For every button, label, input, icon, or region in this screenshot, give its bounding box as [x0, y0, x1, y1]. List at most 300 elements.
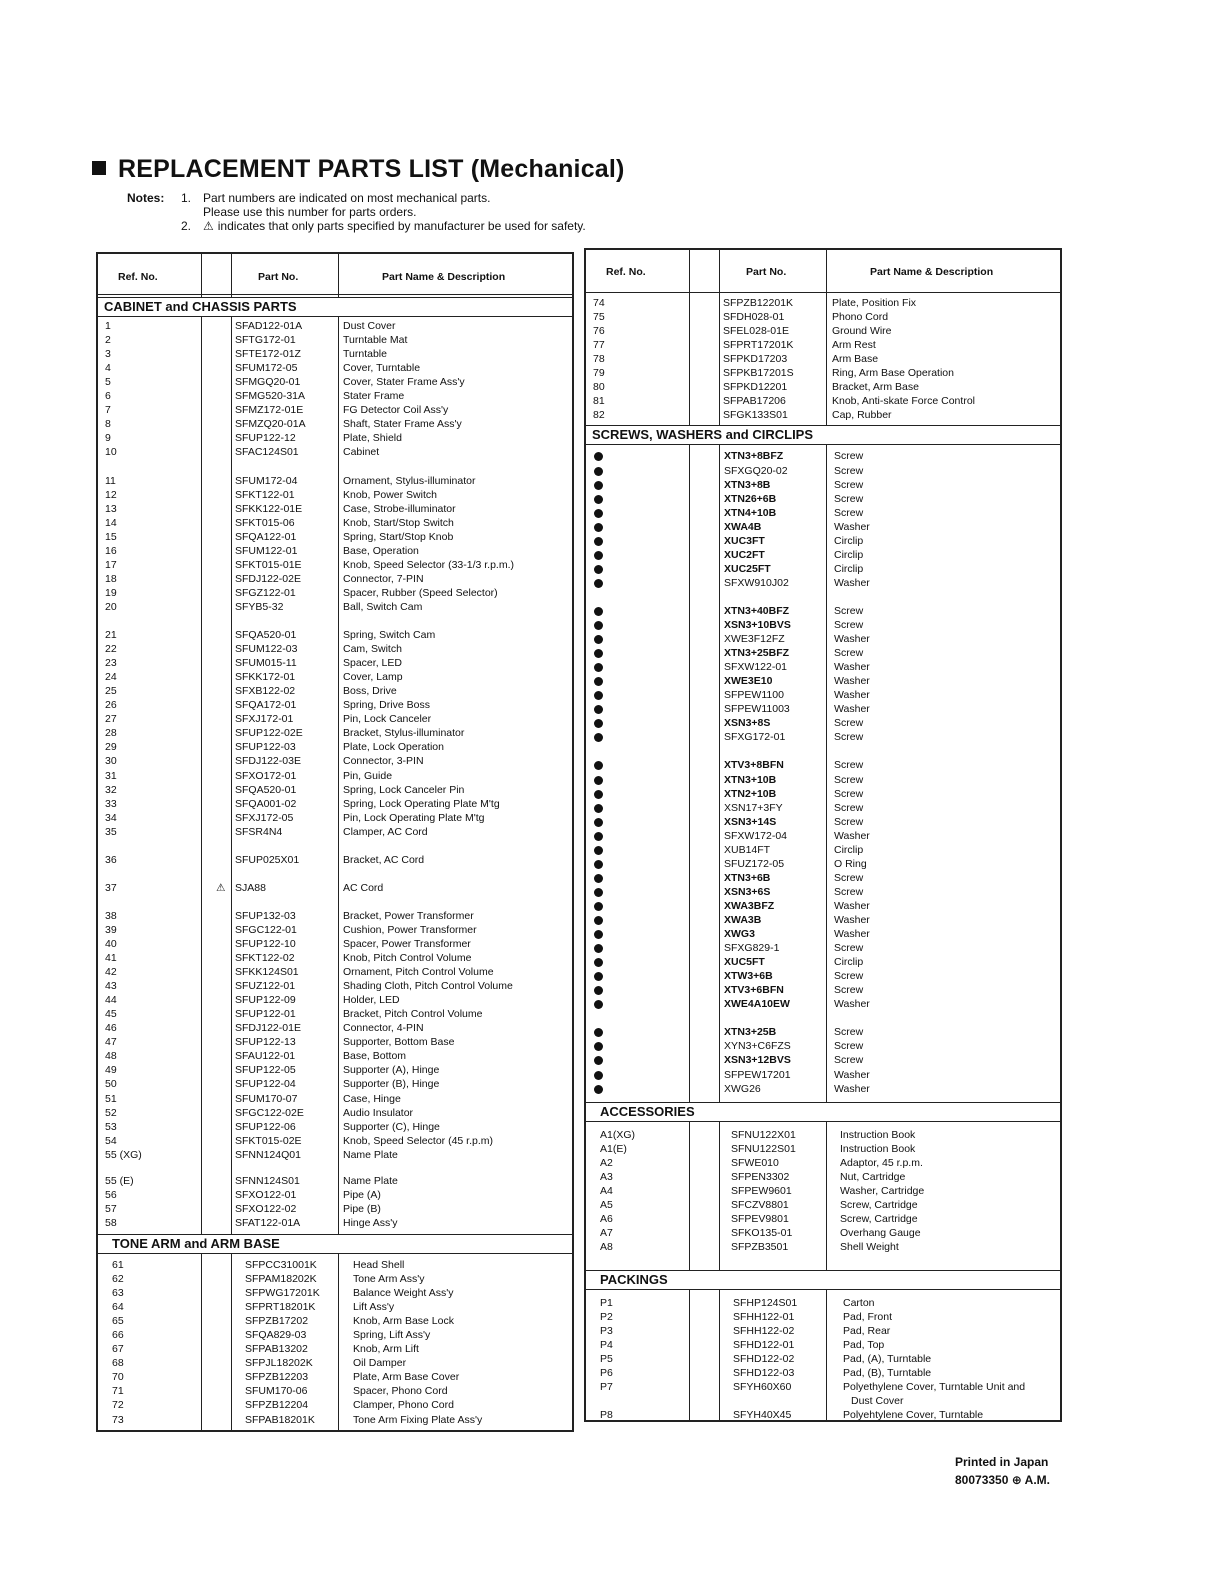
table-row — [586, 646, 1060, 660]
table-row — [586, 1366, 1060, 1380]
part-no: XUC25FT — [724, 562, 771, 575]
part-description: Pipe (A) — [343, 1188, 381, 1201]
part-no: XYN3+C6FZS — [724, 1040, 791, 1053]
ref-no: 78 — [593, 353, 605, 366]
part-description: Knob, Arm Base Lock — [353, 1315, 454, 1328]
ref-no: 54 — [105, 1134, 117, 1147]
section-packings: PACKINGS — [586, 1270, 1060, 1290]
part-no: SFYH60X60 — [733, 1381, 792, 1394]
part-description: Screw — [834, 1054, 864, 1067]
table-row — [586, 969, 1060, 983]
part-no: SFUM170-07 — [235, 1092, 298, 1105]
table-row — [98, 488, 572, 502]
part-description: Cover, Lamp — [343, 671, 403, 684]
notes-block — [127, 191, 586, 233]
part-no: SFPEW17201 — [724, 1068, 791, 1081]
part-description: Screw — [834, 871, 864, 884]
table-row — [98, 502, 572, 516]
part-description: Cover, Stater Frame Ass'y — [343, 376, 465, 389]
part-no: SFPKD17203 — [723, 353, 788, 366]
part-no: SFUP122-02E — [235, 727, 303, 740]
table-row — [98, 1413, 572, 1427]
bullet-dot-icon — [594, 860, 603, 869]
table-row — [98, 993, 572, 1007]
part-description: Spring, Lift Ass'y — [353, 1329, 431, 1342]
part-no: SFHD122-02 — [733, 1353, 795, 1366]
part-no: SFUM015-11 — [235, 657, 297, 670]
part-description: Ornament, Pitch Control Volume — [343, 966, 494, 979]
bullet-dot-icon — [594, 481, 603, 490]
part-no: XWE3E10 — [724, 675, 773, 688]
part-no: SFXO122-01 — [235, 1188, 297, 1201]
part-no: SFQA520-01 — [235, 629, 297, 641]
table-row — [98, 853, 572, 867]
ref-no: 6 — [105, 390, 111, 403]
table-row — [98, 375, 572, 389]
part-description: Clamper, AC Cord — [343, 825, 428, 838]
table-row — [586, 1198, 1060, 1212]
part-no: XTN2+10B — [724, 787, 777, 800]
left-parts-table — [96, 252, 574, 1432]
bullet-dot-icon — [594, 1028, 603, 1037]
section-tone-arm: TONE ARM and ARM BASE — [98, 1234, 572, 1254]
part-description: Screw — [834, 815, 864, 828]
part-no: SFAC124S01 — [235, 446, 299, 459]
part-description: Pad, (A), Turntable — [843, 1353, 932, 1366]
part-no: SFKT015-06 — [235, 516, 295, 529]
bullet-dot-icon — [594, 649, 603, 658]
ref-no: 71 — [112, 1385, 124, 1398]
part-no: SFUZ172-05 — [724, 857, 785, 870]
part-no: SFUP122-01 — [235, 1008, 296, 1021]
header-ref-no: Ref. No. — [606, 266, 646, 278]
table-row — [98, 600, 572, 614]
bullet-dot-icon — [594, 551, 603, 560]
part-no: SFDH028-01 — [723, 311, 785, 324]
table-row — [586, 604, 1060, 618]
part-no: XSN3+10BVS — [724, 619, 791, 631]
table-row — [586, 576, 1060, 590]
part-no: SFWE010 — [731, 1156, 779, 1169]
header-part-no: Part No. — [258, 271, 299, 283]
part-no: XWA3B — [724, 914, 762, 926]
part-description: Pad, Front — [843, 1311, 893, 1324]
table-row — [586, 688, 1060, 702]
ref-no: 76 — [593, 325, 605, 338]
part-description: Connector, 7-PIN — [343, 572, 424, 585]
bullet-dot-icon — [594, 958, 603, 967]
bullet-dot-icon — [594, 733, 603, 742]
part-description: Supporter (A), Hinge — [343, 1064, 440, 1077]
part-no: SFGK133S01 — [723, 409, 788, 422]
part-no: SFXW172-04 — [724, 829, 788, 842]
table-row — [586, 352, 1060, 366]
part-description: Base, Bottom — [343, 1050, 407, 1063]
part-no: SFXJ172-01 — [235, 713, 294, 726]
part-no: SJA88 — [235, 881, 266, 894]
bullet-dot-icon — [594, 930, 603, 939]
part-description: Balance Weight Ass'y — [353, 1287, 454, 1300]
part-no: SFKT015-01E — [235, 558, 302, 571]
part-no: SFUP122-10 — [235, 937, 296, 950]
ref-no: A2 — [600, 1156, 613, 1169]
part-description: Screw — [834, 506, 864, 519]
table-row — [98, 1092, 572, 1106]
table-row — [98, 1342, 572, 1356]
part-no: SFAU122-01 — [235, 1050, 296, 1063]
table-row — [98, 1356, 572, 1370]
part-no: SFGC122-02E — [235, 1106, 304, 1119]
table-row — [98, 1314, 572, 1328]
part-no: SFUM172-05 — [235, 362, 298, 375]
part-description: Screw — [834, 464, 864, 477]
bullet-dot-icon — [594, 902, 603, 911]
ref-no: 13 — [105, 502, 117, 515]
part-no: SFGZ122-01 — [235, 586, 296, 599]
part-description: Washer — [834, 689, 870, 702]
table-row — [586, 1352, 1060, 1366]
table-row — [98, 431, 572, 445]
footer — [955, 1453, 1050, 1489]
bullet-dot-icon — [594, 663, 603, 672]
part-no: SFPJL18202K — [245, 1357, 313, 1370]
ref-no: 51 — [105, 1092, 117, 1105]
part-no: SFPEW11003 — [724, 703, 790, 716]
notes-label: Notes: — [127, 191, 165, 205]
ref-no: 28 — [105, 727, 117, 740]
bullet-dot-icon — [594, 467, 603, 476]
table-row — [98, 937, 572, 951]
ref-no: 47 — [105, 1036, 117, 1049]
table-row — [98, 389, 572, 403]
part-description: Bracket, Pitch Control Volume — [343, 1008, 483, 1021]
part-description: Screw — [834, 787, 864, 800]
part-no: SFPCC31001K — [245, 1258, 317, 1271]
part-no: SFXW122-01 — [724, 661, 788, 674]
ref-no: 20 — [105, 600, 117, 613]
part-no: SFKK124S01 — [235, 966, 299, 979]
right-parts-table — [584, 248, 1062, 1422]
table-row — [98, 1258, 572, 1272]
header-part-no: Part No. — [746, 266, 787, 278]
table-row — [98, 769, 572, 783]
part-description: Circlip — [834, 548, 864, 561]
table-row — [98, 783, 572, 797]
bullet-dot-icon — [594, 677, 603, 686]
ref-no: 81 — [593, 395, 605, 408]
part-no: SFNU122S01 — [731, 1142, 796, 1155]
ref-no: 16 — [105, 544, 117, 557]
part-no: XTV3+6BFN — [724, 984, 784, 997]
part-description: Shell Weight — [840, 1241, 899, 1253]
ref-no: 7 — [105, 404, 111, 417]
part-description: Knob, Speed Selector (45 r.p.m) — [343, 1134, 493, 1147]
part-description: Circlip — [834, 956, 864, 969]
part-description: Pad, Top — [843, 1339, 885, 1352]
ref-no: 15 — [105, 530, 117, 543]
part-description: Base, Operation — [343, 544, 419, 557]
part-description: Instruction Book — [840, 1128, 916, 1141]
ref-no: 30 — [105, 755, 117, 768]
part-description: Arm Base — [832, 353, 879, 366]
bullet-dot-icon — [594, 635, 603, 644]
part-description: Pipe (B) — [343, 1202, 381, 1215]
part-no: SFYH40X45 — [733, 1409, 792, 1422]
header-part-name: Part Name & Description — [382, 271, 506, 283]
ref-no: 80 — [593, 381, 605, 394]
table-row — [586, 716, 1060, 730]
part-no: SFPEN3302 — [731, 1170, 790, 1183]
part-description: Screw, Cartridge — [840, 1198, 918, 1211]
part-no: SFTE172-01Z — [235, 348, 301, 361]
part-description: Turntable Mat — [343, 334, 408, 347]
table-row — [98, 333, 572, 347]
table-row — [98, 1063, 572, 1077]
ref-no: 41 — [105, 952, 117, 964]
page-title-text: REPLACEMENT PARTS LIST (Mechanical) — [118, 155, 625, 183]
ref-no: 56 — [105, 1188, 117, 1201]
part-no: XTN3+25BFZ — [724, 647, 790, 660]
ref-no: A5 — [600, 1198, 613, 1211]
part-no: SFKK172-01 — [235, 671, 296, 684]
part-description: Washer — [834, 633, 870, 646]
part-no: SFPZB17202 — [245, 1315, 309, 1328]
bullet-dot-icon — [594, 1042, 603, 1051]
note-1-line-1: Part numbers are indicated on most mechanical parts. — [203, 191, 491, 205]
part-description: Washer — [834, 1082, 870, 1095]
table-row — [98, 474, 572, 488]
table-row — [586, 1324, 1060, 1338]
table-row — [98, 1021, 572, 1035]
part-description: Dust Cover — [343, 320, 396, 332]
table-row — [586, 1338, 1060, 1352]
table-row — [98, 951, 572, 965]
ref-no: A3 — [600, 1170, 613, 1183]
part-no: SFKO135-01 — [731, 1226, 793, 1239]
bullet-dot-icon — [594, 804, 603, 813]
part-no: SFKT122-01 — [235, 488, 295, 501]
table-row — [586, 1408, 1060, 1422]
ref-no: P8 — [600, 1409, 613, 1422]
ref-no: 72 — [112, 1399, 124, 1412]
part-description: Knob, Arm Lift — [353, 1343, 419, 1356]
part-description: Spring, Start/Stop Knob — [343, 530, 454, 543]
part-no: SFQA520-01 — [235, 783, 297, 796]
table-row — [586, 562, 1060, 576]
ref-no: 38 — [105, 909, 117, 922]
part-description: Circlip — [834, 562, 864, 575]
page-title — [92, 155, 625, 184]
table-row — [586, 296, 1060, 310]
ref-no: 26 — [105, 699, 117, 712]
table-row — [586, 997, 1060, 1011]
part-description: Circlip — [834, 843, 864, 856]
ref-no: 49 — [105, 1064, 117, 1077]
table-row — [98, 1174, 572, 1188]
table-row — [98, 979, 572, 993]
ref-no: 79 — [593, 367, 605, 380]
table-row — [586, 1240, 1060, 1254]
table-row — [586, 1212, 1060, 1226]
part-no: SFHP124S01 — [733, 1297, 798, 1310]
part-no: XUB14FT — [724, 843, 771, 856]
part-description: Connector, 4-PIN — [343, 1022, 424, 1035]
bullet-dot-icon — [594, 607, 603, 616]
part-no: XTN3+8BFZ — [724, 450, 784, 463]
part-no: SFXGQ20-02 — [724, 464, 788, 477]
part-no: SFUP122-04 — [235, 1078, 296, 1091]
part-description: Screw — [834, 984, 864, 997]
part-description: Instruction Book — [840, 1142, 916, 1155]
part-description: Connector, 3-PIN — [343, 755, 424, 768]
table-row — [98, 586, 572, 600]
ref-no: 68 — [112, 1357, 124, 1370]
part-description: Audio Insulator — [343, 1106, 414, 1119]
part-no: SFPKD12201 — [723, 381, 788, 394]
part-no: SFKT122-02 — [235, 952, 295, 964]
part-description: Screw — [834, 759, 864, 772]
table-row — [98, 825, 572, 839]
table-row — [98, 1134, 572, 1148]
part-no: SFUP122-13 — [235, 1036, 296, 1049]
bullet-dot-icon — [594, 621, 603, 630]
part-no: SFQA172-01 — [235, 699, 297, 712]
part-no: XSN3+12BVS — [724, 1054, 791, 1067]
part-no: XTV3+8BFN — [724, 759, 784, 772]
part-description: Bracket, Power Transformer — [343, 909, 474, 922]
part-no: SFPAB18201K — [245, 1413, 315, 1426]
ref-no: 31 — [105, 769, 117, 782]
part-description: Spring, Lock Operating Plate M'tg — [343, 797, 500, 810]
part-description: Screw — [834, 885, 864, 898]
table-row — [98, 656, 572, 670]
part-no: SFQA001-02 — [235, 797, 297, 810]
part-description: Turntable — [343, 348, 387, 361]
part-no: SFUP025X01 — [235, 853, 300, 866]
part-description: Cap, Rubber — [832, 409, 892, 422]
ref-no: A4 — [600, 1184, 613, 1197]
part-description: Shading Cloth, Pitch Control Volume — [343, 980, 513, 993]
part-description: Clamper, Phono Cord — [353, 1399, 454, 1412]
ref-no: 22 — [105, 643, 117, 656]
ref-no: 40 — [105, 937, 117, 950]
ref-no: 29 — [105, 741, 117, 754]
table-row — [586, 366, 1060, 380]
part-description: Tone Arm Ass'y — [353, 1273, 425, 1285]
table-row — [98, 516, 572, 530]
part-description: Washer — [834, 675, 870, 688]
table-row — [98, 1300, 572, 1314]
table-row — [586, 408, 1060, 422]
section-screws-washers: SCREWS, WASHERS and CIRCLIPS — [586, 425, 1060, 445]
part-description: Knob, Anti-skate Force Control — [832, 395, 975, 408]
part-description: Knob, Start/Stop Switch — [343, 516, 454, 529]
part-no: SFMZ172-01E — [235, 404, 304, 417]
part-description: Pad, Rear — [843, 1325, 891, 1338]
part-no: SFQA829-03 — [245, 1329, 307, 1342]
table-row — [586, 1380, 1060, 1394]
ref-no: P2 — [600, 1311, 613, 1324]
part-no: SFNU122X01 — [731, 1128, 796, 1141]
part-description: FG Detector Coil Ass'y — [343, 404, 449, 417]
table-row — [586, 632, 1060, 646]
ref-no: 12 — [105, 488, 117, 501]
table-row — [98, 698, 572, 712]
part-no: XTW3+6B — [724, 970, 773, 983]
part-no: SFMGQ20-01 — [235, 376, 301, 389]
bullet-dot-icon — [594, 761, 603, 770]
table-row — [586, 449, 1060, 463]
ref-no: 61 — [112, 1258, 124, 1271]
ref-no: A1(XG) — [600, 1128, 636, 1141]
ref-no: 53 — [105, 1120, 117, 1133]
part-no: SFNN124S01 — [235, 1174, 300, 1187]
table-row — [586, 801, 1060, 815]
part-no: XWA4B — [724, 520, 762, 533]
table-row — [586, 1068, 1060, 1082]
right-table-header — [586, 250, 1060, 293]
table-row — [98, 811, 572, 825]
part-no: SFPEV9801 — [731, 1212, 789, 1225]
bullet-dot-icon — [594, 986, 603, 995]
part-description: Nut, Cartridge — [840, 1170, 906, 1183]
ref-no: 57 — [105, 1202, 117, 1215]
table-row — [98, 530, 572, 544]
ref-no: 18 — [105, 572, 117, 585]
ref-no: 36 — [105, 853, 117, 866]
ref-no: 62 — [112, 1273, 124, 1285]
part-no: SFXO172-01 — [235, 769, 297, 782]
bullet-dot-icon — [594, 1056, 603, 1065]
table-row — [586, 871, 1060, 885]
part-description: Bracket, Stylus-illuminator — [343, 727, 465, 740]
ref-no: 82 — [593, 409, 605, 422]
ref-no: 1 — [105, 320, 111, 332]
table-row — [586, 983, 1060, 997]
part-no: SFXJ172-05 — [235, 811, 294, 824]
part-description: Pin, Guide — [343, 769, 393, 782]
part-description: Case, Strobe-illuminator — [343, 502, 456, 515]
part-no: SFPRT18201K — [245, 1301, 316, 1314]
note-number-1: 1. — [181, 191, 192, 205]
table-row — [98, 909, 572, 923]
ref-no: 75 — [593, 311, 605, 324]
note-1-line-2: Please use this number for parts orders. — [203, 205, 417, 219]
ref-no: 3 — [105, 348, 111, 361]
part-description: Washer — [834, 1068, 870, 1081]
table-row — [586, 1226, 1060, 1240]
table-row — [98, 923, 572, 937]
table-row — [586, 548, 1060, 562]
part-description: Washer — [834, 576, 870, 589]
ref-no: 10 — [105, 446, 117, 459]
part-no: XUC2FT — [724, 548, 765, 561]
ref-no: 48 — [105, 1050, 117, 1063]
table-row — [98, 1077, 572, 1091]
part-description: Supporter, Bottom Base — [343, 1036, 455, 1049]
part-description: Overhang Gauge — [840, 1226, 921, 1239]
bullet-dot-icon — [594, 1000, 603, 1009]
table-row — [586, 1184, 1060, 1198]
ref-no: 27 — [105, 713, 117, 726]
part-no: XTN3+8B — [724, 478, 771, 491]
part-description: Screw — [834, 731, 864, 744]
part-description: Washer — [834, 928, 870, 941]
table-row — [586, 1296, 1060, 1310]
left-table-header — [98, 254, 572, 295]
table-row — [586, 899, 1060, 913]
ref-no: 21 — [105, 629, 117, 641]
